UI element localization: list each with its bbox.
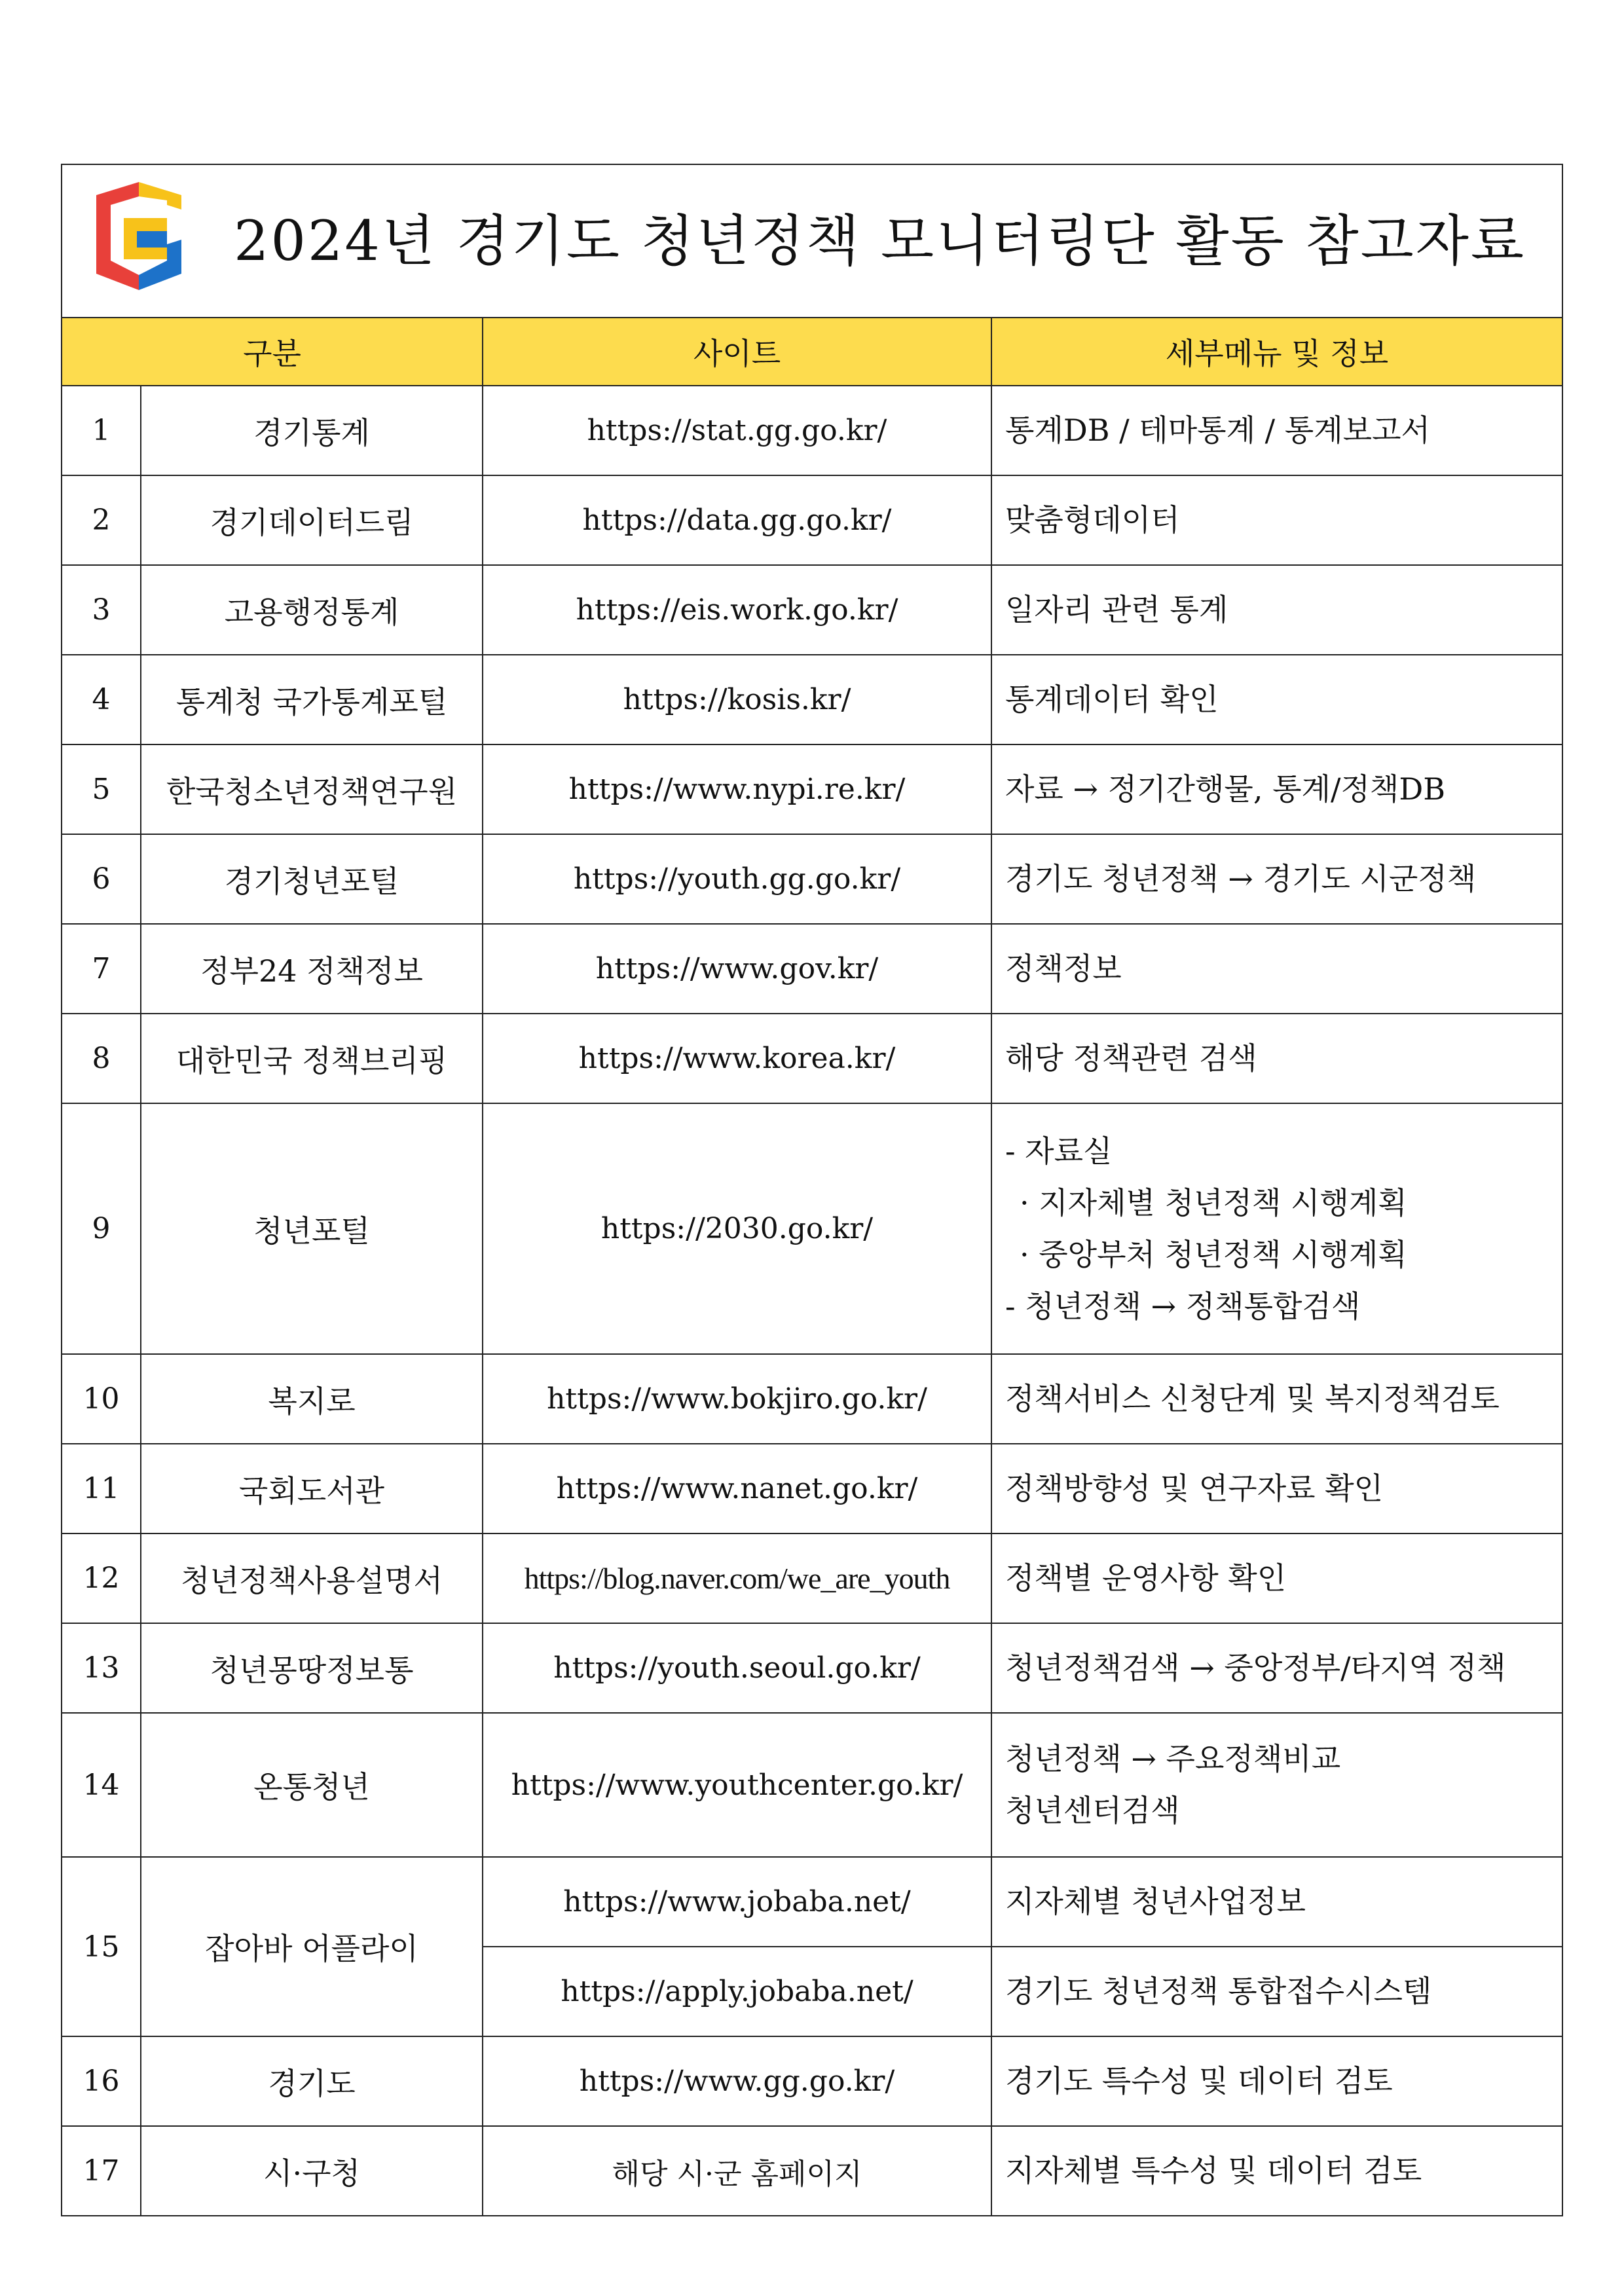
info-line: - 자료실 [1005,1133,1113,1169]
site-info [991,386,1562,475]
site-name: 고용행정통계 [141,565,483,655]
info-line: · 중앙부처 청년정책 시행계획 [1020,1236,1407,1272]
row-number: 1 [62,386,141,475]
table-row [62,1014,1562,1103]
table-row [62,2036,1562,2126]
site-info [991,1947,1562,2036]
info-line: 자료 → 정기간행물, 통계/정책DB [1005,771,1446,807]
site-info [991,655,1562,744]
header-row [62,318,1562,386]
site-url[interactable]: https://www.korea.kr/ [483,1014,991,1103]
info-line: 맞춤형데이터 [1005,502,1180,538]
info-line: 정책방향성 및 연구자료 확인 [1005,1471,1384,1506]
row-number: 11 [62,1444,141,1533]
row-number: 6 [62,834,141,924]
row-number: 3 [62,565,141,655]
site-url[interactable]: https://youth.seoul.go.kr/ [483,1623,991,1713]
row-number: 7 [62,924,141,1014]
info-line: 경기도 특수성 및 데이터 검토 [1005,2063,1393,2099]
site-name: 대한민국 정책브리핑 [141,1014,483,1103]
site-info [991,1857,1562,1947]
site-info [991,475,1562,565]
info-line: 경기도 청년정책 → 경기도 시군정책 [1005,861,1477,896]
document-title: 2024년 경기도 청년정책 모니터링단 활동 참고자료 [234,209,1526,273]
site-url[interactable]: https://apply.jobaba.net/ [483,1947,991,2036]
site-name: 경기청년포털 [141,834,483,924]
site-url: 해당 시·군 홈페이지 [483,2126,991,2216]
table-row [62,655,1562,744]
info-line: 정책정보 [1005,951,1122,986]
table-row [62,2126,1562,2216]
table-row [62,1103,1562,1354]
row-number: 13 [62,1623,141,1713]
site-name: 청년정책사용설명서 [141,1533,483,1623]
row-number: 9 [62,1103,141,1354]
info-line: 통계DB / 테마통계 / 통계보고서 [1005,413,1430,448]
info-line: 경기도 청년정책 통합접수시스템 [1005,1974,1432,2009]
table-row [62,1354,1562,1444]
site-name: 잡아바 어플라이 [141,1857,483,2036]
site-name: 한국청소년정책연구원 [141,744,483,834]
site-url[interactable]: https://www.nypi.re.kr/ [483,744,991,834]
row-number: 5 [62,744,141,834]
row-number: 15 [62,1857,141,2036]
row-number: 8 [62,1014,141,1103]
site-info [991,2036,1562,2126]
site-info [991,1444,1562,1533]
table-row [62,1623,1562,1713]
site-name: 경기데이터드림 [141,475,483,565]
site-info [991,2126,1562,2216]
table-row [62,1444,1562,1533]
title-cell [62,164,1562,318]
site-info [991,565,1562,655]
site-info [991,834,1562,924]
row-number: 4 [62,655,141,744]
info-line: 통계데이터 확인 [1005,682,1219,717]
site-url[interactable]: https://www.bokjiro.go.kr/ [483,1354,991,1444]
site-name: 청년포털 [141,1103,483,1354]
site-name: 시·구청 [141,2126,483,2216]
site-url[interactable]: https://www.jobaba.net/ [483,1857,991,1947]
info-line: 청년정책검색 → 중앙정부/타지역 정책 [1005,1650,1506,1685]
site-info [991,1533,1562,1623]
row-number: 12 [62,1533,141,1623]
site-info [991,1713,1562,1857]
site-url[interactable]: https://www.nanet.go.kr/ [483,1444,991,1533]
info-line: 일자리 관련 통계 [1005,592,1228,627]
table-row [62,475,1562,565]
reference-sheet [61,164,1562,2216]
header-site: 사이트 [483,318,991,386]
site-url[interactable]: https://data.gg.go.kr/ [483,475,991,565]
table-row [62,565,1562,655]
site-url[interactable]: https://www.gg.go.kr/ [483,2036,991,2126]
info-line: - 청년정책 → 정책통합검색 [1005,1288,1361,1324]
site-url[interactable]: https://youth.gg.go.kr/ [483,834,991,924]
info-line: 해당 정책관련 검색 [1005,1040,1257,1076]
site-info [991,744,1562,834]
site-url[interactable]: https://stat.gg.go.kr/ [483,386,991,475]
info-line: 지자체별 특수성 및 데이터 검토 [1005,2153,1422,2188]
info-line: 정책서비스 신청단계 및 복지정책검토 [1005,1381,1500,1416]
header-category: 구분 [62,318,483,386]
site-url[interactable]: https://blog.naver.com/we_are_youth [483,1533,991,1623]
table-row [62,744,1562,834]
site-name: 청년몽땅정보통 [141,1623,483,1713]
info-line: 정책별 운영사항 확인 [1005,1560,1287,1596]
table-row [62,1533,1562,1623]
title-row [62,164,1562,318]
site-info [991,1623,1562,1713]
site-info [991,1103,1562,1354]
row-number: 14 [62,1713,141,1857]
row-number: 2 [62,475,141,565]
gyeonggi-logo-icon [90,182,188,290]
site-name: 복지로 [141,1354,483,1444]
site-info [991,924,1562,1014]
site-name: 온통청년 [141,1713,483,1857]
info-line: · 지자체별 청년정책 시행계획 [1020,1184,1407,1221]
row-number: 17 [62,2126,141,2216]
info-line: 청년정책 → 주요정책비교 [1005,1741,1341,1776]
table-row [62,834,1562,924]
info-line: 지자체별 청년사업정보 [1005,1884,1306,1919]
site-name: 국회도서관 [141,1444,483,1533]
info-line: 청년센터검색 [1005,1793,1180,1828]
site-url[interactable]: https://eis.work.go.kr/ [483,565,991,655]
site-url[interactable]: https://2030.go.kr/ [483,1103,991,1354]
table-row [62,924,1562,1014]
site-url[interactable]: https://www.youthcenter.go.kr/ [483,1713,991,1857]
site-name: 경기도 [141,2036,483,2126]
row-number: 10 [62,1354,141,1444]
site-info [991,1354,1562,1444]
table-row [62,1857,1562,1947]
site-url[interactable]: https://kosis.kr/ [483,655,991,744]
header-detail: 세부메뉴 및 정보 [991,318,1562,386]
site-name: 통계청 국가통계포털 [141,655,483,744]
row-number: 16 [62,2036,141,2126]
table-row [62,1713,1562,1857]
site-url[interactable]: https://www.gov.kr/ [483,924,991,1014]
site-name: 정부24 정책정보 [141,924,483,1014]
reference-table [61,164,1563,2216]
site-name: 경기통계 [141,386,483,475]
site-info [991,1014,1562,1103]
table-row [62,386,1562,475]
